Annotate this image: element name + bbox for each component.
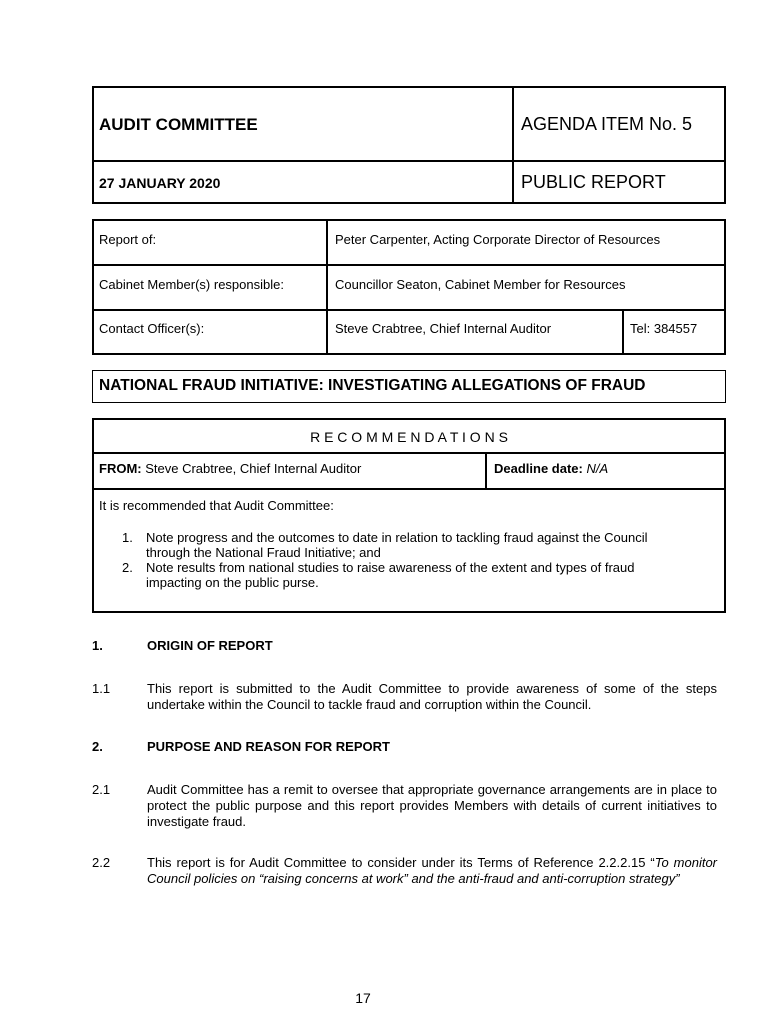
header-divider-horizontal — [92, 160, 726, 162]
from-label: FROM: — [99, 461, 142, 476]
contact-officer-label: Contact Officer(s): — [99, 321, 205, 336]
recommendation-text-line1: Note progress and the outcomes to date in relation to tackling fraud against the Council — [146, 530, 648, 545]
meeting-date: 27 JANUARY 2020 — [99, 175, 221, 191]
cabinet-member-label: Cabinet Member(s) responsible: — [99, 277, 284, 292]
report-title: NATIONAL FRAUD INITIATIVE: INVESTIGATING ALLEGATIONS OF FRAUD — [99, 377, 646, 394]
recommendation-number: 2. — [122, 560, 133, 575]
section-1-number: 1. — [92, 638, 103, 653]
header-divider-vertical — [512, 86, 514, 204]
recommendations-from-divider — [92, 488, 726, 490]
recommendation-item — [122, 560, 702, 590]
section-2-title: PURPOSE AND REASON FOR REPORT — [147, 739, 390, 754]
recommendations-from-vertical — [485, 452, 487, 489]
recommendations-from — [99, 461, 361, 476]
recommendations-list — [122, 530, 702, 590]
from-value: Steve Crabtree, Chief Internal Auditor — [145, 461, 362, 476]
report-of-value: Peter Carpenter, Acting Corporate Director of Resources — [335, 232, 661, 247]
recommendations-heading-divider — [92, 452, 726, 454]
cabinet-member-value: Councillor Seaton, Cabinet Member for Resources — [335, 277, 626, 292]
recommendation-text-line2: impacting on the public purse. — [146, 575, 319, 590]
section-2-number: 2. — [92, 739, 103, 754]
paragraph-2-2-number: 2.2 — [92, 855, 111, 870]
deadline-label: Deadline date: — [494, 461, 583, 476]
paragraph-2-2 — [147, 855, 717, 887]
paragraph-2-1-number: 2.1 — [92, 782, 111, 797]
recommendation-number: 1. — [122, 530, 133, 545]
recommendations-deadline — [494, 461, 608, 476]
recommendations-intro: It is recommended that Audit Committee: — [99, 498, 334, 513]
report-type: PUBLIC REPORT — [521, 172, 666, 192]
agenda-item: AGENDA ITEM No. 5 — [521, 114, 693, 134]
committee-name: AUDIT COMMITTEE — [99, 115, 258, 134]
report-of-label: Report of: — [99, 232, 157, 247]
details-divider-vertical — [326, 219, 328, 355]
page-number: 17 — [355, 990, 371, 1006]
paragraph-2-2-quote: To monitor Council policies on “raising concerns at work” and the anti-fraud and anti-corruption strategy” — [147, 855, 718, 886]
paragraph-2-1: Audit Committee has a remit to oversee that appropriate governance arrangements are in place to protect the public purpose and this report provides Members with details of current initiatives to investigate fraud. — [147, 782, 717, 829]
recommendation-text-line2: through the National Fraud Initiative; and — [146, 545, 381, 560]
paragraph-1-1: This report is submitted to the Audit Committee to provide awareness of some of the steps undertake within the Council to tackle fraud and corruption within the Council. — [147, 681, 717, 712]
recommendations-heading: R E C O M M E N D A T I O N S — [310, 429, 508, 445]
recommendation-item — [122, 530, 702, 560]
tel-divider — [622, 309, 624, 355]
details-row-divider-1 — [92, 264, 726, 266]
contact-officer-value: Steve Crabtree, Chief Internal Auditor — [335, 321, 552, 336]
details-row-divider-2 — [92, 309, 726, 311]
paragraph-2-2-plain: This report is for Audit Committee to consider under its Terms of Reference 2.2.2.15 “ — [147, 855, 655, 870]
section-1-title: ORIGIN OF REPORT — [147, 638, 273, 653]
paragraph-1-1-number: 1.1 — [92, 681, 111, 696]
recommendation-text-line1: Note results from national studies to raise awareness of the extent and types of fraud — [146, 560, 635, 575]
deadline-value: N/A — [586, 461, 609, 476]
contact-telephone: Tel: 384557 — [630, 321, 698, 336]
